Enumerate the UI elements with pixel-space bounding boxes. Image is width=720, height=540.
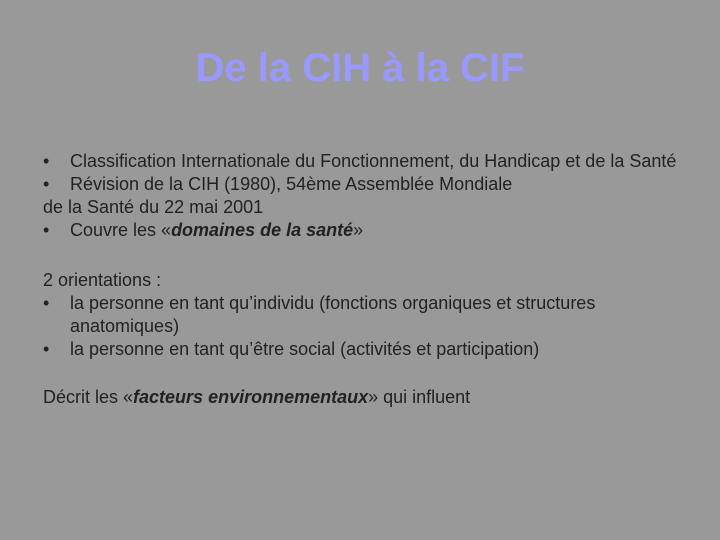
bullet-item-couvre xyxy=(43,219,683,242)
environment-prefix: Décrit les « xyxy=(43,387,134,407)
bullet-icon: • xyxy=(43,151,50,171)
bullet-text: Classification Internationale du Fonctionnement, du Handicap et de la Santé xyxy=(70,151,677,171)
bullet-text: la personne en tant qu’être social (activités et participation) xyxy=(70,339,540,359)
bullet-icon: • xyxy=(43,174,50,194)
bullet-item-social xyxy=(43,338,683,361)
bullet-item-classification xyxy=(43,150,683,173)
bullet-icon: • xyxy=(43,293,50,313)
bullet-text: la personne en tant qu’individu (fonctions organiques et structures anatomiques) xyxy=(70,293,596,336)
bullet-text-suffix: » xyxy=(353,220,364,240)
slide-content xyxy=(43,150,683,409)
orientations-heading: 2 orientations : xyxy=(43,270,162,290)
emphasis-text: facteurs environnementaux xyxy=(133,387,369,407)
emphasis-text: domaines de la santé xyxy=(171,220,354,240)
spacer xyxy=(43,242,683,269)
bullet-text: Révision de la CIH (1980), 54ème Assemblée Mondiale xyxy=(70,174,513,194)
slide-title: De la CIH à la CIF xyxy=(195,46,525,90)
revision-continuation: de la Santé du 22 mai 2001 xyxy=(43,197,264,217)
environment-line xyxy=(43,386,683,409)
bullet-icon: • xyxy=(43,339,50,359)
bullet-item-revision xyxy=(43,173,683,196)
bullet-text-prefix: Couvre les « xyxy=(70,220,172,240)
bullet-icon: • xyxy=(43,220,50,240)
spacer xyxy=(43,361,683,386)
bullet-item-individu xyxy=(43,292,683,338)
environment-suffix: » qui influent xyxy=(368,387,471,407)
